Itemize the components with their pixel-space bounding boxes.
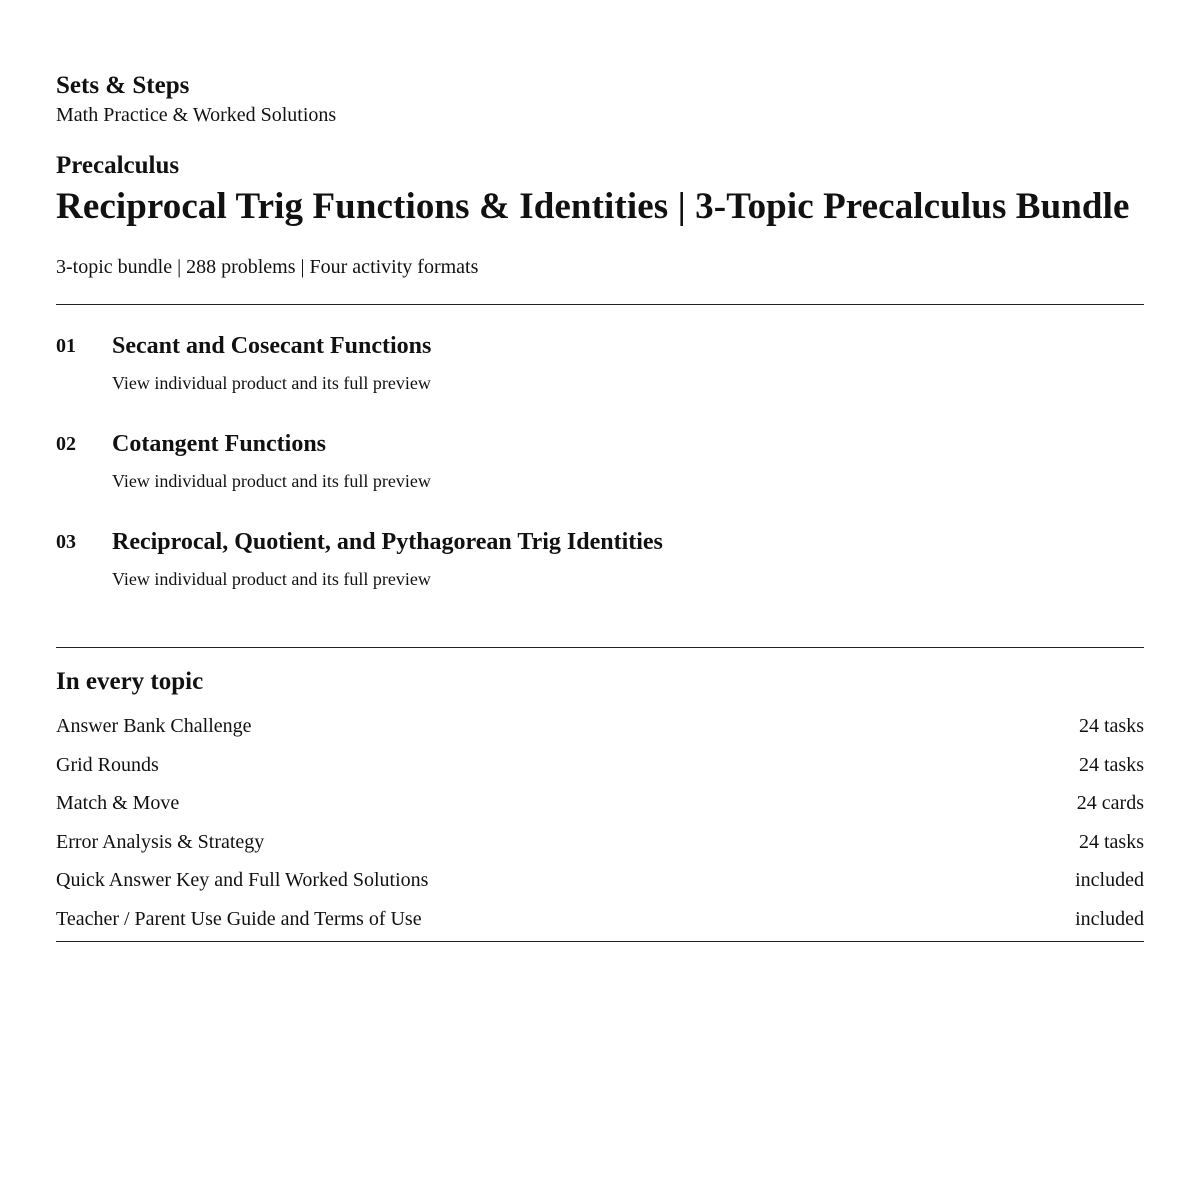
include-value: 24 tasks bbox=[1079, 830, 1144, 853]
topic-number: 02 bbox=[56, 433, 76, 455]
product-category: Precalculus bbox=[56, 152, 180, 179]
page bbox=[56, 0, 1144, 942]
topic-title: Reciprocal, Quotient, and Pythagorean Trig Identities bbox=[112, 529, 663, 555]
every-topic-heading: In every topic bbox=[56, 668, 204, 695]
include-row bbox=[56, 753, 1144, 792]
include-label: Quick Answer Key and Full Worked Solutions bbox=[56, 869, 429, 892]
brand-name: Sets & Steps bbox=[56, 72, 190, 99]
include-label: Teacher / Parent Use Guide and Terms of Use bbox=[56, 907, 422, 930]
topic-title: Secant and Cosecant Functions bbox=[112, 333, 432, 359]
every-topic-list bbox=[56, 714, 1144, 946]
include-value: included bbox=[1075, 869, 1144, 892]
include-value: included bbox=[1075, 907, 1144, 930]
brand-header bbox=[56, 71, 1144, 127]
product-summary: 3-topic bundle | 288 problems | Four activity formats bbox=[56, 256, 479, 278]
brand-tagline: Math Practice & Worked Solutions bbox=[56, 104, 337, 126]
product-title: Reciprocal Trig Functions & Identities | 3-Topic Precalculus Bundle bbox=[56, 186, 1130, 227]
include-row bbox=[56, 714, 1144, 753]
topic-number: 03 bbox=[56, 531, 76, 553]
topic-title: Cotangent Functions bbox=[112, 431, 327, 457]
topic-item bbox=[56, 429, 1144, 527]
include-row bbox=[56, 868, 1144, 907]
topic-item bbox=[56, 527, 1144, 625]
topic-item bbox=[56, 331, 1144, 429]
topic-number: 01 bbox=[56, 335, 76, 357]
include-label: Answer Bank Challenge bbox=[56, 715, 252, 737]
include-label: Grid Rounds bbox=[56, 753, 159, 776]
include-row bbox=[56, 791, 1144, 830]
include-label: Match & Move bbox=[56, 792, 180, 815]
divider-middle bbox=[56, 647, 1144, 648]
topic-body bbox=[112, 331, 1144, 394]
topic-preview-link[interactable]: View individual product and its full preview bbox=[112, 373, 431, 393]
topic-preview-link[interactable]: View individual product and its full preview bbox=[112, 569, 431, 589]
topic-body bbox=[112, 429, 1144, 492]
include-row bbox=[56, 830, 1144, 869]
include-value: 24 cards bbox=[1076, 792, 1144, 815]
include-value: 24 tasks bbox=[1079, 753, 1144, 776]
include-value: 24 tasks bbox=[1079, 715, 1144, 737]
divider-bottom bbox=[56, 941, 1144, 942]
topic-preview-link[interactable]: View individual product and its full preview bbox=[112, 471, 431, 491]
topic-body bbox=[112, 527, 1144, 590]
topic-list bbox=[56, 305, 1144, 625]
include-label: Error Analysis & Strategy bbox=[56, 830, 265, 853]
